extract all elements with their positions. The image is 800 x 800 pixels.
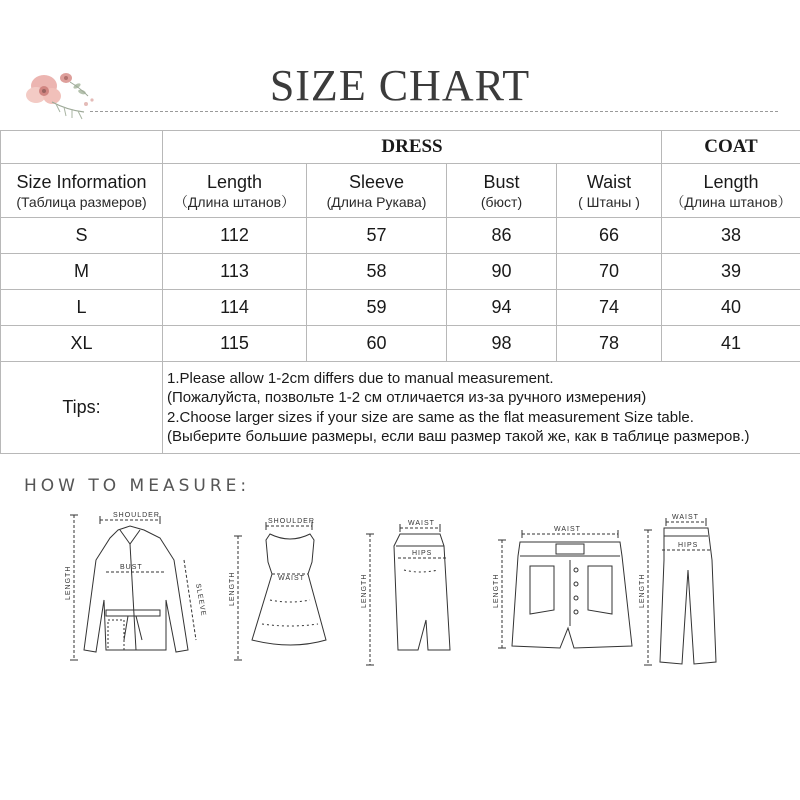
label-waist: WAIST: [554, 526, 581, 533]
measurement-illustrations: [0, 500, 800, 700]
size-table: [0, 130, 800, 454]
table-cell: M: [1, 254, 163, 290]
tip-line: (Пожалуйста, позвольте 1-2 см отличается из-за ручного измерения): [167, 389, 647, 406]
column-header-sublabel: (Таблица размеров): [16, 193, 147, 210]
table-row: [1, 290, 800, 326]
column-header-sublabel: ( Штаны ): [578, 193, 640, 210]
pants-illustration: [644, 518, 716, 665]
column-header-label: Length: [206, 171, 263, 192]
column-header-label: Bust: [483, 171, 520, 192]
table-cell: L: [1, 290, 163, 326]
tips-label: Tips:: [1, 362, 163, 454]
table-cell: 41: [662, 326, 800, 362]
table-row: [1, 218, 800, 254]
table-cell: 59: [307, 290, 447, 326]
label-length: LENGTH: [493, 573, 500, 608]
table-cell: 38: [662, 218, 800, 254]
table-cell: 57: [307, 218, 447, 254]
label-length: LENGTH: [229, 571, 236, 606]
column-header-sublabel: (бюст): [480, 193, 523, 210]
group-header-coat: COAT: [662, 131, 800, 164]
column-header-sublabel: （Длина штанов）: [173, 193, 296, 210]
label-waist: WAIST: [278, 575, 305, 582]
column-header-size: [1, 164, 163, 218]
column-header-label: Size Information: [16, 171, 147, 192]
shorts-illustration: [498, 530, 632, 648]
column-header-row: [1, 164, 800, 218]
label-length: LENGTH: [639, 573, 646, 608]
column-header-bust: [447, 164, 557, 218]
header: [0, 0, 800, 125]
table-cell: 58: [307, 254, 447, 290]
table-cell: 115: [163, 326, 307, 362]
tip-line: (Выберите большие размеры, если ваш размер такой же, как в таблице размеров.): [167, 428, 750, 445]
tip-line: 2.Choose larger sizes if your size are same as the flat measurement Size table.: [167, 408, 694, 426]
table-row: [1, 326, 800, 362]
coat-illustration: [70, 515, 196, 660]
table-cell: 112: [163, 218, 307, 254]
dress-illustration: [234, 522, 326, 660]
column-header-sleeve: [307, 164, 447, 218]
column-header-sublabel: （Длина штанов）: [670, 193, 792, 210]
table-cell: S: [1, 218, 163, 254]
label-sleeve: SLEEVE: [194, 583, 207, 618]
group-header-dress: DRESS: [163, 131, 662, 164]
tip-line: 1.Please allow 1-2cm differs due to manual measurement.: [167, 369, 554, 387]
title-divider: [90, 111, 778, 112]
group-header-empty: [1, 131, 163, 164]
column-header-length: [163, 164, 307, 218]
label-waist: WAIST: [408, 520, 435, 527]
column-header-waist: [557, 164, 662, 218]
column-header-label: Waist: [586, 171, 632, 192]
table-row: [1, 254, 800, 290]
table-cell: XL: [1, 326, 163, 362]
table-cell: 66: [557, 218, 662, 254]
table-cell: 94: [447, 290, 557, 326]
group-header-row: [1, 131, 800, 164]
tips-row: [1, 362, 800, 454]
label-bust: BUST: [120, 564, 143, 571]
table-cell: 60: [307, 326, 447, 362]
table-cell: 70: [557, 254, 662, 290]
column-header-sublabel: (Длина Рукава): [326, 193, 427, 210]
table-cell: 40: [662, 290, 800, 326]
table-cell: 113: [163, 254, 307, 290]
column-header-label: Sleeve: [348, 171, 405, 192]
table-cell: 90: [447, 254, 557, 290]
table-cell: 78: [557, 326, 662, 362]
column-header-label: Length: [703, 171, 759, 192]
table-cell: 114: [163, 290, 307, 326]
label-length: LENGTH: [361, 573, 368, 608]
skirt-illustration: [366, 524, 450, 665]
how-to-measure-title: HOW TO MEASURE:: [24, 476, 251, 496]
label-length: LENGTH: [65, 565, 72, 600]
tips-text: [163, 362, 800, 454]
table-cell: 98: [447, 326, 557, 362]
label-shoulder: SHOULDER: [268, 518, 315, 525]
label-hips: HIPS: [678, 542, 699, 549]
label-hips: HIPS: [412, 550, 433, 557]
table-cell: 39: [662, 254, 800, 290]
table-cell: 86: [447, 218, 557, 254]
page-title: SIZE CHART: [269, 61, 531, 110]
column-header-coat-length: [662, 164, 800, 218]
label-waist: WAIST: [672, 514, 699, 521]
table-cell: 74: [557, 290, 662, 326]
label-shoulder: SHOULDER: [113, 512, 160, 519]
